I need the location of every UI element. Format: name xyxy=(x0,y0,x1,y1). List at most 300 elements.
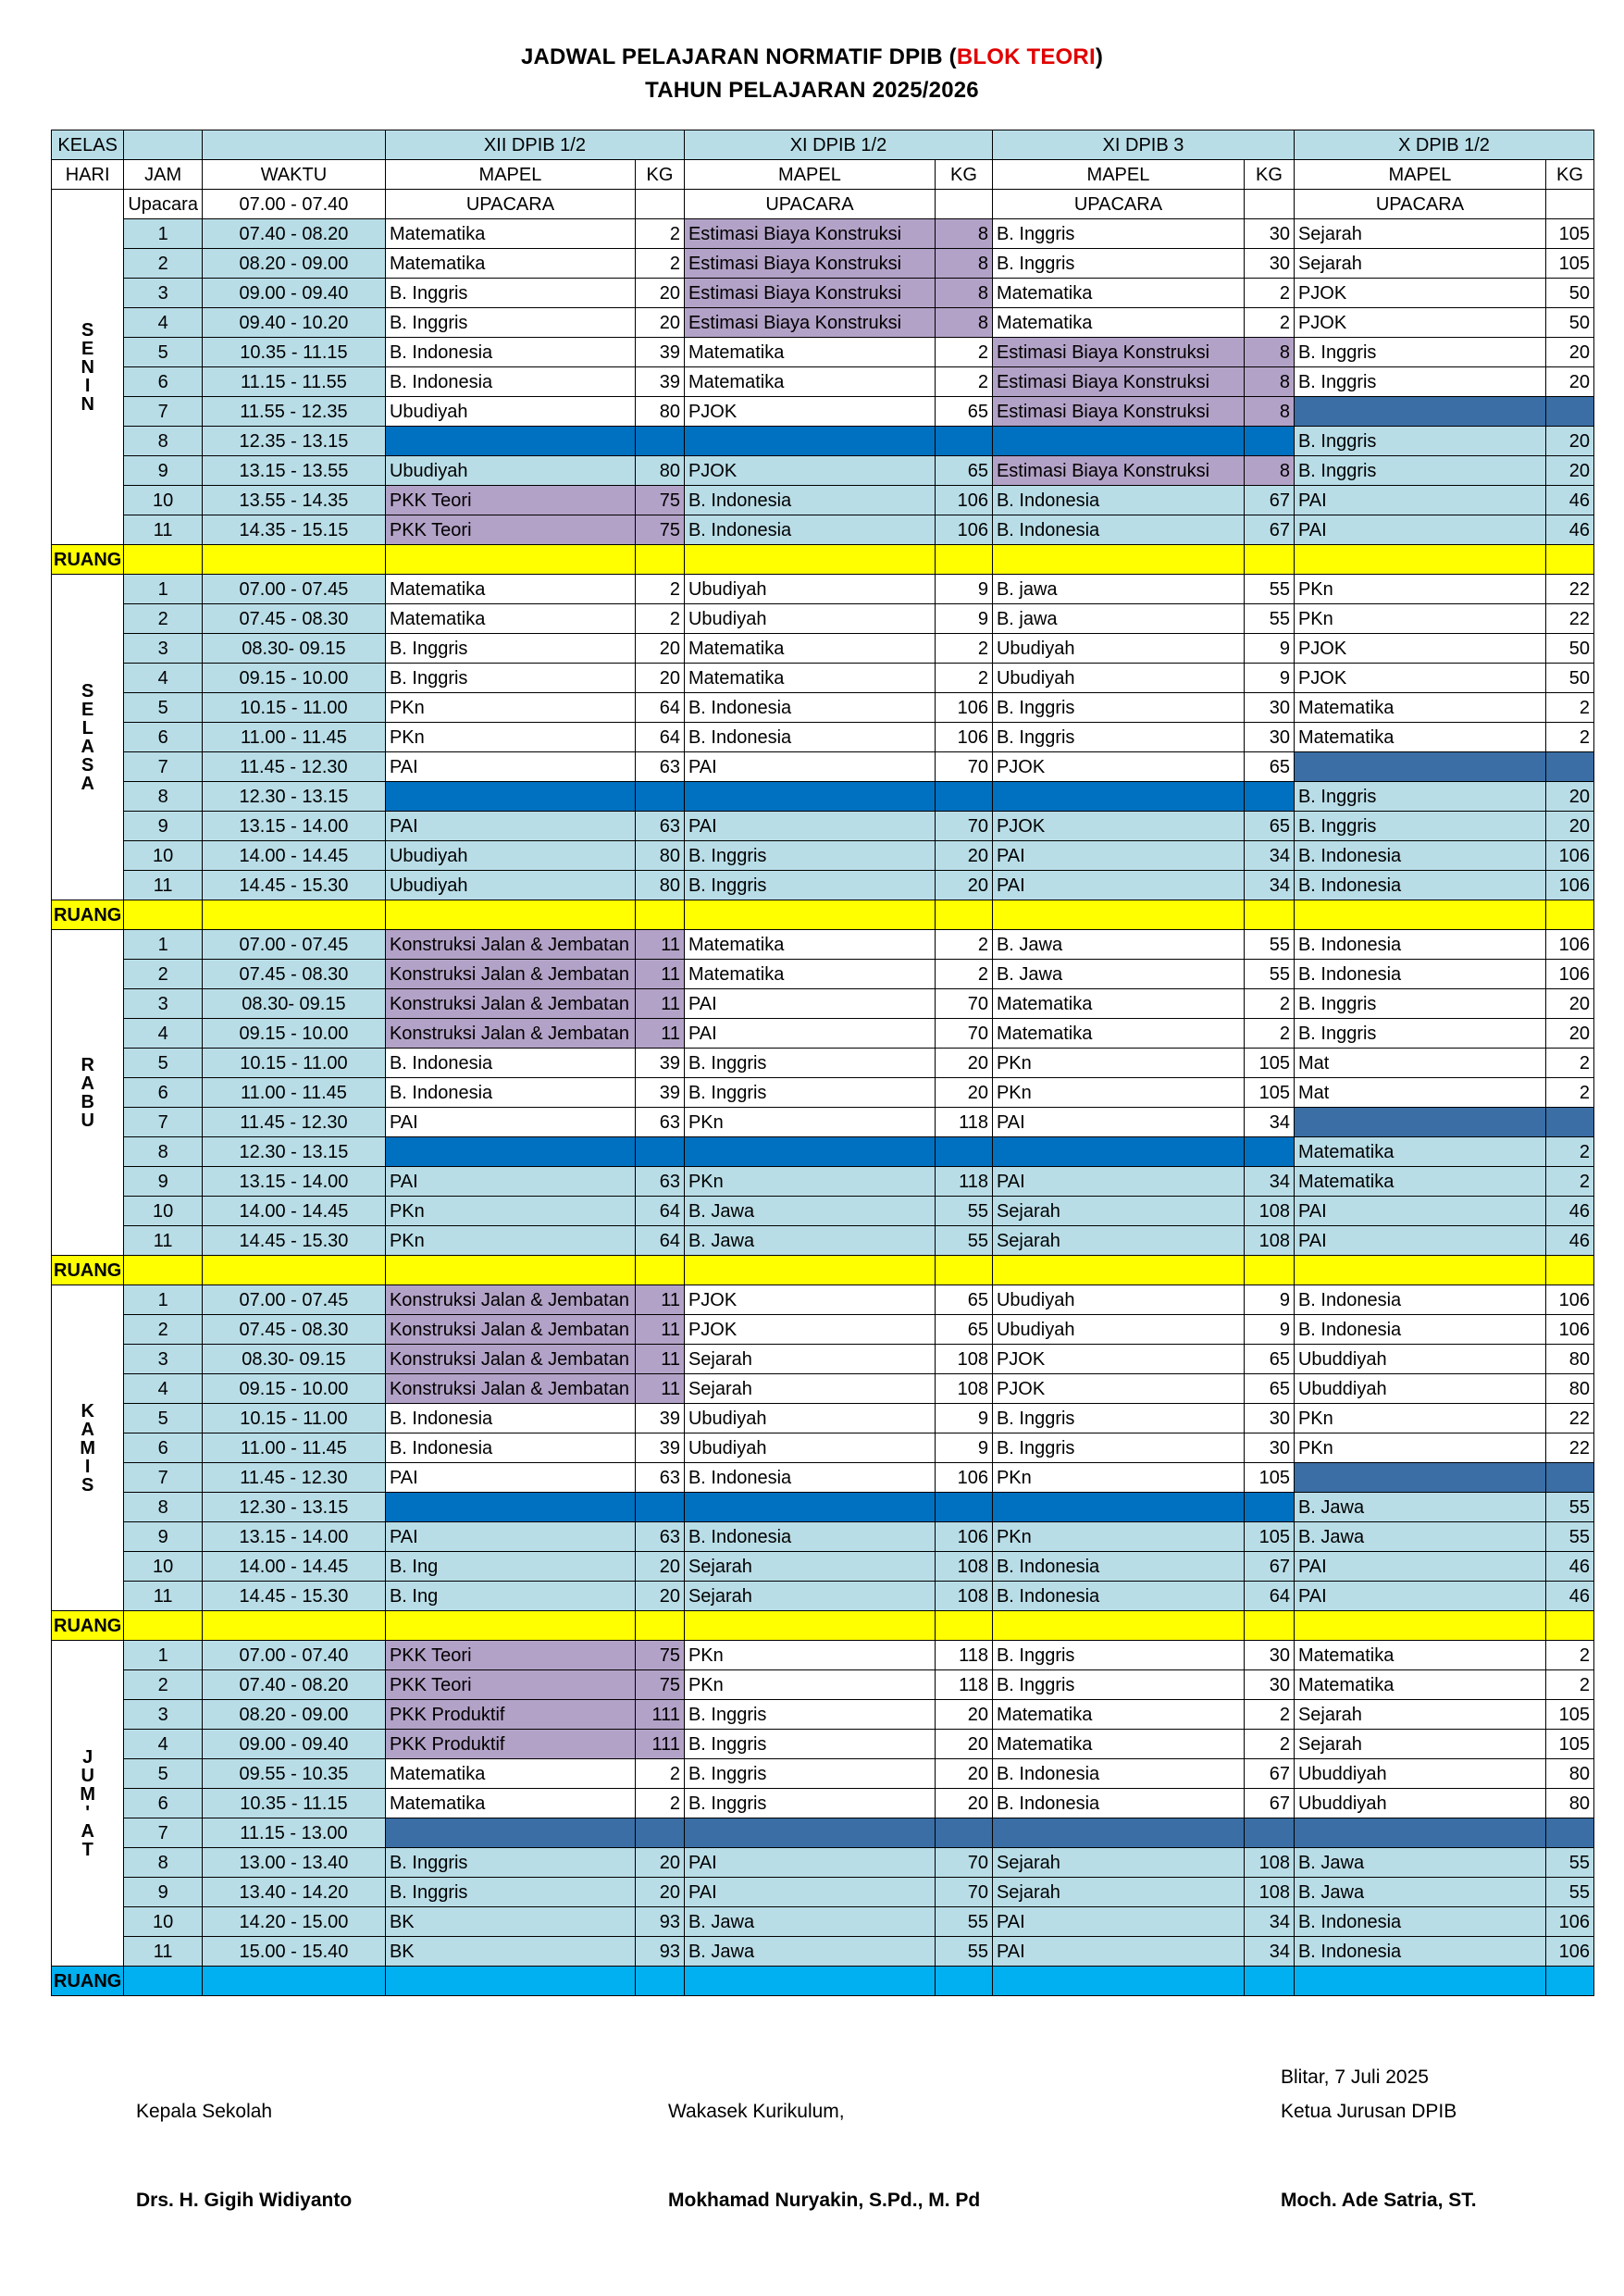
kg-cell: 106 xyxy=(1545,930,1593,960)
kg-cell: 9 xyxy=(935,1433,992,1463)
jam-cell: Upacara xyxy=(124,190,203,219)
kg-cell: 2 xyxy=(635,604,684,634)
waktu-cell: 08.30- 09.15 xyxy=(202,1345,385,1374)
mapel-cell: PJOK xyxy=(1294,308,1545,338)
kg-cell: 20 xyxy=(935,841,992,871)
kg-cell: 50 xyxy=(1545,664,1593,693)
jam-cell: 4 xyxy=(124,1374,203,1404)
mapel-cell xyxy=(992,782,1244,812)
ruang-label: RUANG xyxy=(52,1967,124,1996)
kg-cell: 63 xyxy=(635,1463,684,1493)
jam-cell: 1 xyxy=(124,575,203,604)
mapel-cell: Matematika xyxy=(684,634,935,664)
mapel-cell: PJOK xyxy=(1294,664,1545,693)
waktu-cell: 10.35 - 11.15 xyxy=(202,1789,385,1818)
jam-cell: 9 xyxy=(124,1878,203,1907)
ruang-cell xyxy=(935,1967,992,1996)
ruang-cell xyxy=(124,545,203,575)
kg-cell: 70 xyxy=(935,812,992,841)
mapel-cell xyxy=(684,1818,935,1848)
kg-cell xyxy=(1545,397,1593,427)
jam-cell: 8 xyxy=(124,427,203,456)
mapel-cell: Sejarah xyxy=(992,1878,1244,1907)
jam-cell: 4 xyxy=(124,1730,203,1759)
mapel-cell: B. Jawa xyxy=(1294,1878,1545,1907)
mapel-cell: Estimasi Biaya Konstruksi xyxy=(992,338,1244,367)
mapel-cell: B. Jawa xyxy=(1294,1493,1545,1522)
kg-cell: 55 xyxy=(1244,930,1294,960)
day-letter: S xyxy=(81,1474,94,1496)
kg-cell xyxy=(1244,190,1294,219)
kg-cell: 65 xyxy=(1244,1345,1294,1374)
kg-cell: 50 xyxy=(1545,308,1593,338)
kg-cell: 22 xyxy=(1545,575,1593,604)
mapel-cell: B. Indonesia xyxy=(1294,1315,1545,1345)
mapel-cell: PKn xyxy=(684,1641,935,1670)
mapel-cell: B. Inggris xyxy=(385,1848,635,1878)
kg-cell: 2 xyxy=(635,1789,684,1818)
mapel-cell: UPACARA xyxy=(385,190,635,219)
role-ketua-jurusan: Ketua Jurusan DPIB xyxy=(1281,2101,1457,2122)
kg-cell xyxy=(635,1493,684,1522)
header-mapel: MAPEL xyxy=(992,160,1244,190)
mapel-cell: Ubuddiyah xyxy=(1294,1759,1545,1789)
kg-cell: 55 xyxy=(935,1907,992,1937)
ruang-cell xyxy=(1545,900,1593,930)
kg-cell: 108 xyxy=(935,1582,992,1611)
ruang-cell xyxy=(385,1967,635,1996)
mapel-cell xyxy=(1294,1108,1545,1137)
mapel-cell: Matematika xyxy=(385,604,635,634)
ruang-cell xyxy=(1294,545,1545,575)
kg-cell: 2 xyxy=(1545,723,1593,752)
table-row xyxy=(52,1552,1594,1582)
mapel-cell: Ubudiyah xyxy=(385,456,635,486)
table-row xyxy=(52,960,1594,989)
table-row xyxy=(52,308,1594,338)
ruang-cell xyxy=(1244,1611,1294,1641)
jam-cell: 4 xyxy=(124,664,203,693)
mapel-cell: B. jawa xyxy=(992,604,1244,634)
kg-cell: 11 xyxy=(635,1345,684,1374)
ruang-cell xyxy=(1294,1967,1545,1996)
waktu-cell: 11.15 - 11.55 xyxy=(202,367,385,397)
kg-cell: 67 xyxy=(1244,1552,1294,1582)
kg-cell: 22 xyxy=(1545,604,1593,634)
mapel-cell: Ubuddiyah xyxy=(1294,1345,1545,1374)
mapel-cell: PJOK xyxy=(1294,634,1545,664)
mapel-cell: PJOK xyxy=(1294,279,1545,308)
kg-cell: 108 xyxy=(935,1374,992,1404)
mapel-cell: PAI xyxy=(992,1108,1244,1137)
mapel-cell: B. Inggris xyxy=(684,841,935,871)
mapel-cell: Ubudiyah xyxy=(992,1285,1244,1315)
ruang-cell xyxy=(635,1611,684,1641)
mapel-cell: B. Inggris xyxy=(1294,812,1545,841)
mapel-cell: PKn xyxy=(992,1049,1244,1078)
table-row xyxy=(52,219,1594,249)
kg-cell: 65 xyxy=(935,397,992,427)
mapel-cell: B. Inggris xyxy=(385,308,635,338)
kg-cell: 46 xyxy=(1545,1197,1593,1226)
kg-cell: 111 xyxy=(635,1730,684,1759)
jam-cell: 10 xyxy=(124,486,203,515)
header-class-xi-dpib-12: XI DPIB 1/2 xyxy=(684,130,992,160)
table-row xyxy=(52,723,1594,752)
waktu-cell: 14.20 - 15.00 xyxy=(202,1907,385,1937)
waktu-cell: 13.15 - 14.00 xyxy=(202,1167,385,1197)
kg-cell xyxy=(935,1493,992,1522)
jam-cell: 6 xyxy=(124,1078,203,1108)
kg-cell: 63 xyxy=(635,812,684,841)
table-row xyxy=(52,1907,1594,1937)
jam-cell: 7 xyxy=(124,397,203,427)
jam-cell: 6 xyxy=(124,723,203,752)
ruang-cell xyxy=(635,545,684,575)
ruang-cell xyxy=(992,545,1244,575)
kg-cell: 2 xyxy=(1545,1167,1593,1197)
mapel-cell: Sejarah xyxy=(1294,249,1545,279)
table-row xyxy=(52,604,1594,634)
kg-cell: 8 xyxy=(935,279,992,308)
ruang-cell xyxy=(992,1256,1244,1285)
jam-cell: 9 xyxy=(124,1167,203,1197)
mapel-cell: Estimasi Biaya Konstruksi xyxy=(992,456,1244,486)
mapel-cell: B. Jawa xyxy=(684,1907,935,1937)
table-row xyxy=(52,456,1594,486)
mapel-cell: Ubudiyah xyxy=(684,1433,935,1463)
mapel-cell: B. Inggris xyxy=(992,1670,1244,1700)
jam-cell: 3 xyxy=(124,634,203,664)
kg-cell: 30 xyxy=(1244,1641,1294,1670)
day-letter: S xyxy=(81,754,94,776)
mapel-cell: PAI xyxy=(684,1848,935,1878)
page-subtitle: TAHUN PELAJARAN 2025/2026 xyxy=(645,78,979,103)
mapel-cell xyxy=(992,1818,1244,1848)
kg-cell: 80 xyxy=(1545,1374,1593,1404)
waktu-cell: 07.40 - 08.20 xyxy=(202,219,385,249)
waktu-cell: 13.00 - 13.40 xyxy=(202,1848,385,1878)
ruang-cell xyxy=(202,1967,385,1996)
waktu-cell: 09.55 - 10.35 xyxy=(202,1759,385,1789)
kg-cell: 65 xyxy=(935,456,992,486)
waktu-cell: 07.45 - 08.30 xyxy=(202,1315,385,1345)
kg-cell: 64 xyxy=(635,1226,684,1256)
waktu-cell: 07.00 - 07.45 xyxy=(202,930,385,960)
kg-cell: 64 xyxy=(635,693,684,723)
mapel-cell: B. Inggris xyxy=(1294,782,1545,812)
mapel-cell: PAI xyxy=(684,812,935,841)
kg-cell: 39 xyxy=(635,1049,684,1078)
kg-cell: 108 xyxy=(1244,1848,1294,1878)
kg-cell: 8 xyxy=(935,249,992,279)
mapel-cell xyxy=(1294,397,1545,427)
mapel-cell: Matematika xyxy=(684,367,935,397)
table-row xyxy=(52,634,1594,664)
day-letter: K xyxy=(81,1400,94,1421)
mapel-cell: B. Inggris xyxy=(385,1878,635,1907)
mapel-cell: Estimasi Biaya Konstruksi xyxy=(684,219,935,249)
kg-cell: 34 xyxy=(1244,1167,1294,1197)
table-row xyxy=(52,752,1594,782)
waktu-cell: 07.00 - 07.40 xyxy=(202,190,385,219)
mapel-cell: PAI xyxy=(992,841,1244,871)
day-label xyxy=(52,930,124,1256)
mapel-cell: Estimasi Biaya Konstruksi xyxy=(684,308,935,338)
ruang-cell xyxy=(385,900,635,930)
jam-cell: 10 xyxy=(124,1197,203,1226)
kg-cell: 20 xyxy=(935,1700,992,1730)
waktu-cell: 14.00 - 14.45 xyxy=(202,1552,385,1582)
waktu-cell: 11.00 - 11.45 xyxy=(202,1078,385,1108)
kg-cell: 30 xyxy=(1244,1404,1294,1433)
mapel-cell: PKn xyxy=(385,1226,635,1256)
jam-cell: 7 xyxy=(124,1818,203,1848)
day-letter: N xyxy=(81,393,94,415)
kg-cell: 75 xyxy=(635,486,684,515)
table-row xyxy=(52,1226,1594,1256)
kg-cell: 118 xyxy=(935,1108,992,1137)
kg-cell: 2 xyxy=(935,634,992,664)
mapel-cell: Ubudiyah xyxy=(684,604,935,634)
kg-cell: 108 xyxy=(1244,1197,1294,1226)
table-row xyxy=(52,1700,1594,1730)
mapel-cell: PAI xyxy=(684,752,935,782)
kg-cell: 8 xyxy=(1244,367,1294,397)
jam-cell: 2 xyxy=(124,1315,203,1345)
mapel-cell: B. Inggris xyxy=(992,1404,1244,1433)
kg-cell: 39 xyxy=(635,1404,684,1433)
day-letter: R xyxy=(81,1054,94,1075)
ruang-cell xyxy=(935,1611,992,1641)
kg-cell: 39 xyxy=(635,338,684,367)
ruang-cell xyxy=(684,545,935,575)
kg-cell: 105 xyxy=(1244,1463,1294,1493)
mapel-cell: Matematika xyxy=(992,1700,1244,1730)
header-kelas: KELAS xyxy=(52,130,124,160)
mapel-cell: PJOK xyxy=(992,752,1244,782)
kg-cell: 67 xyxy=(1244,515,1294,545)
mapel-cell: B. Inggris xyxy=(684,871,935,900)
kg-cell: 20 xyxy=(935,1730,992,1759)
mapel-cell: B. Inggris xyxy=(992,693,1244,723)
waktu-cell: 11.15 - 13.00 xyxy=(202,1818,385,1848)
kg-cell xyxy=(635,1818,684,1848)
kg-cell: 106 xyxy=(935,515,992,545)
header-class-xi-dpib-3: XI DPIB 3 xyxy=(992,130,1294,160)
kg-cell: 20 xyxy=(935,871,992,900)
waktu-cell: 11.45 - 12.30 xyxy=(202,752,385,782)
ruang-cell xyxy=(202,900,385,930)
mapel-cell: Matematika xyxy=(992,279,1244,308)
waktu-cell: 12.30 - 13.15 xyxy=(202,1137,385,1167)
kg-cell: 106 xyxy=(1545,871,1593,900)
kg-cell: 30 xyxy=(1244,693,1294,723)
ruang-cell xyxy=(124,1967,203,1996)
kg-cell: 70 xyxy=(935,989,992,1019)
mapel-cell: Sejarah xyxy=(992,1848,1244,1878)
waktu-cell: 13.40 - 14.20 xyxy=(202,1878,385,1907)
kg-cell: 65 xyxy=(935,1285,992,1315)
mapel-cell: B. Indonesia xyxy=(684,515,935,545)
kg-cell: 11 xyxy=(635,989,684,1019)
day-letter: M xyxy=(80,1783,95,1805)
kg-cell: 2 xyxy=(935,664,992,693)
kg-cell: 8 xyxy=(1244,397,1294,427)
jam-cell: 3 xyxy=(124,989,203,1019)
mapel-cell: PKn xyxy=(1294,1404,1545,1433)
mapel-cell: Ubuddiyah xyxy=(1294,1374,1545,1404)
mapel-cell: B. Indonesia xyxy=(385,338,635,367)
table-row xyxy=(52,1049,1594,1078)
table-row xyxy=(52,427,1594,456)
jam-cell: 2 xyxy=(124,249,203,279)
mapel-cell: B. Indonesia xyxy=(992,1582,1244,1611)
jam-cell: 4 xyxy=(124,1019,203,1049)
mapel-cell: PAI xyxy=(992,1167,1244,1197)
kg-cell: 2 xyxy=(935,367,992,397)
jam-cell: 11 xyxy=(124,515,203,545)
header-row-columns xyxy=(52,160,1594,190)
mapel-cell xyxy=(385,427,635,456)
mapel-cell: BK xyxy=(385,1907,635,1937)
waktu-cell: 08.30- 09.15 xyxy=(202,989,385,1019)
kg-cell: 106 xyxy=(1545,1315,1593,1345)
kg-cell: 20 xyxy=(1545,782,1593,812)
mapel-cell: PKn xyxy=(385,723,635,752)
mapel-cell: Sejarah xyxy=(684,1345,935,1374)
mapel-cell: B. Inggris xyxy=(684,1049,935,1078)
mapel-cell xyxy=(684,1493,935,1522)
ruang-cell xyxy=(385,1611,635,1641)
mapel-cell: PJOK xyxy=(992,1374,1244,1404)
ruang-cell xyxy=(935,900,992,930)
header-empty-waktu xyxy=(202,130,385,160)
mapel-cell: PKn xyxy=(992,1078,1244,1108)
title-highlight: BLOK TEORI xyxy=(956,44,1096,69)
role-kepala-sekolah: Kepala Sekolah xyxy=(136,2101,273,2122)
kg-cell: 8 xyxy=(1244,456,1294,486)
header-class-x-dpib: X DPIB 1/2 xyxy=(1294,130,1593,160)
mapel-cell: PKn xyxy=(684,1108,935,1137)
table-row xyxy=(52,486,1594,515)
mapel-cell: B. Indonesia xyxy=(992,515,1244,545)
jam-cell: 1 xyxy=(124,1641,203,1670)
ruang-cell xyxy=(684,1967,935,1996)
waktu-cell: 09.40 - 10.20 xyxy=(202,308,385,338)
mapel-cell: Matematika xyxy=(992,1019,1244,1049)
mapel-cell: Estimasi Biaya Konstruksi xyxy=(992,397,1244,427)
mapel-cell: PKn xyxy=(684,1670,935,1700)
kg-cell: 20 xyxy=(635,1848,684,1878)
jam-cell: 5 xyxy=(124,693,203,723)
table-row xyxy=(52,664,1594,693)
mapel-cell: PKn xyxy=(1294,575,1545,604)
jam-cell: 8 xyxy=(124,782,203,812)
waktu-cell: 14.45 - 15.30 xyxy=(202,1226,385,1256)
mapel-cell: B. Jawa xyxy=(992,930,1244,960)
mapel-cell: Matematika xyxy=(684,930,935,960)
mapel-cell: UPACARA xyxy=(684,190,935,219)
waktu-cell: 13.15 - 13.55 xyxy=(202,456,385,486)
kg-cell: 20 xyxy=(1545,367,1593,397)
mapel-cell: Ubudiyah xyxy=(684,575,935,604)
ruang-cell xyxy=(385,1256,635,1285)
jam-cell: 5 xyxy=(124,1759,203,1789)
mapel-cell: B. Indonesia xyxy=(992,486,1244,515)
waktu-cell: 14.00 - 14.45 xyxy=(202,1197,385,1226)
mapel-cell: B. Ing xyxy=(385,1582,635,1611)
mapel-cell xyxy=(992,427,1244,456)
mapel-cell: B. Jawa xyxy=(684,1226,935,1256)
kg-cell: 2 xyxy=(1244,1700,1294,1730)
name-wakasek: Mokhamad Nuryakin, S.Pd., M. Pd xyxy=(668,2190,981,2211)
table-row xyxy=(52,1433,1594,1463)
mapel-cell: B. Indonesia xyxy=(385,1404,635,1433)
kg-cell: 63 xyxy=(635,752,684,782)
day-letter: U xyxy=(81,1765,94,1786)
kg-cell: 20 xyxy=(935,1078,992,1108)
table-row xyxy=(52,1345,1594,1374)
kg-cell: 80 xyxy=(635,841,684,871)
jam-cell: 4 xyxy=(124,308,203,338)
waktu-cell: 10.15 - 11.00 xyxy=(202,693,385,723)
waktu-cell: 11.00 - 11.45 xyxy=(202,723,385,752)
header-waktu: WAKTU xyxy=(202,160,385,190)
waktu-cell: 07.40 - 08.20 xyxy=(202,1670,385,1700)
kg-cell: 20 xyxy=(635,664,684,693)
kg-cell: 11 xyxy=(635,1315,684,1345)
kg-cell: 20 xyxy=(635,308,684,338)
mapel-cell: B. Indonesia xyxy=(992,1789,1244,1818)
table-row xyxy=(52,1759,1594,1789)
mapel-cell: PKn xyxy=(992,1463,1244,1493)
mapel-cell: Matematika xyxy=(385,1789,635,1818)
day-letter: A xyxy=(81,736,94,757)
mapel-cell: B. Indonesia xyxy=(1294,1907,1545,1937)
kg-cell: 106 xyxy=(935,693,992,723)
table-row xyxy=(52,693,1594,723)
mapel-cell: B. Inggris xyxy=(684,1078,935,1108)
kg-cell: 2 xyxy=(1244,1019,1294,1049)
kg-cell: 118 xyxy=(935,1641,992,1670)
mapel-cell: B. Inggris xyxy=(684,1789,935,1818)
waktu-cell: 08.30- 09.15 xyxy=(202,634,385,664)
kg-cell: 20 xyxy=(635,1878,684,1907)
waktu-cell: 13.55 - 14.35 xyxy=(202,486,385,515)
day-letter: B xyxy=(81,1091,94,1112)
day-letter: L xyxy=(81,717,93,738)
kg-cell: 20 xyxy=(635,279,684,308)
kg-cell: 65 xyxy=(1244,812,1294,841)
waktu-cell: 11.45 - 12.30 xyxy=(202,1463,385,1493)
mapel-cell: Matematika xyxy=(1294,1137,1545,1167)
day-letter: I xyxy=(84,375,91,396)
mapel-cell: Konstruksi Jalan & Jembatan xyxy=(385,1285,635,1315)
mapel-cell: Matematika xyxy=(992,1730,1244,1759)
kg-cell: 106 xyxy=(1545,1285,1593,1315)
waktu-cell: 09.15 - 10.00 xyxy=(202,1374,385,1404)
kg-cell: 118 xyxy=(935,1167,992,1197)
kg-cell: 20 xyxy=(1545,812,1593,841)
mapel-cell: PJOK xyxy=(684,1315,935,1345)
mapel-cell: B. Indonesia xyxy=(1294,1937,1545,1967)
jam-cell: 1 xyxy=(124,930,203,960)
ruang-cell xyxy=(635,1256,684,1285)
ruang-cell xyxy=(1244,545,1294,575)
ruang-cell xyxy=(684,1256,935,1285)
kg-cell: 55 xyxy=(1545,1878,1593,1907)
